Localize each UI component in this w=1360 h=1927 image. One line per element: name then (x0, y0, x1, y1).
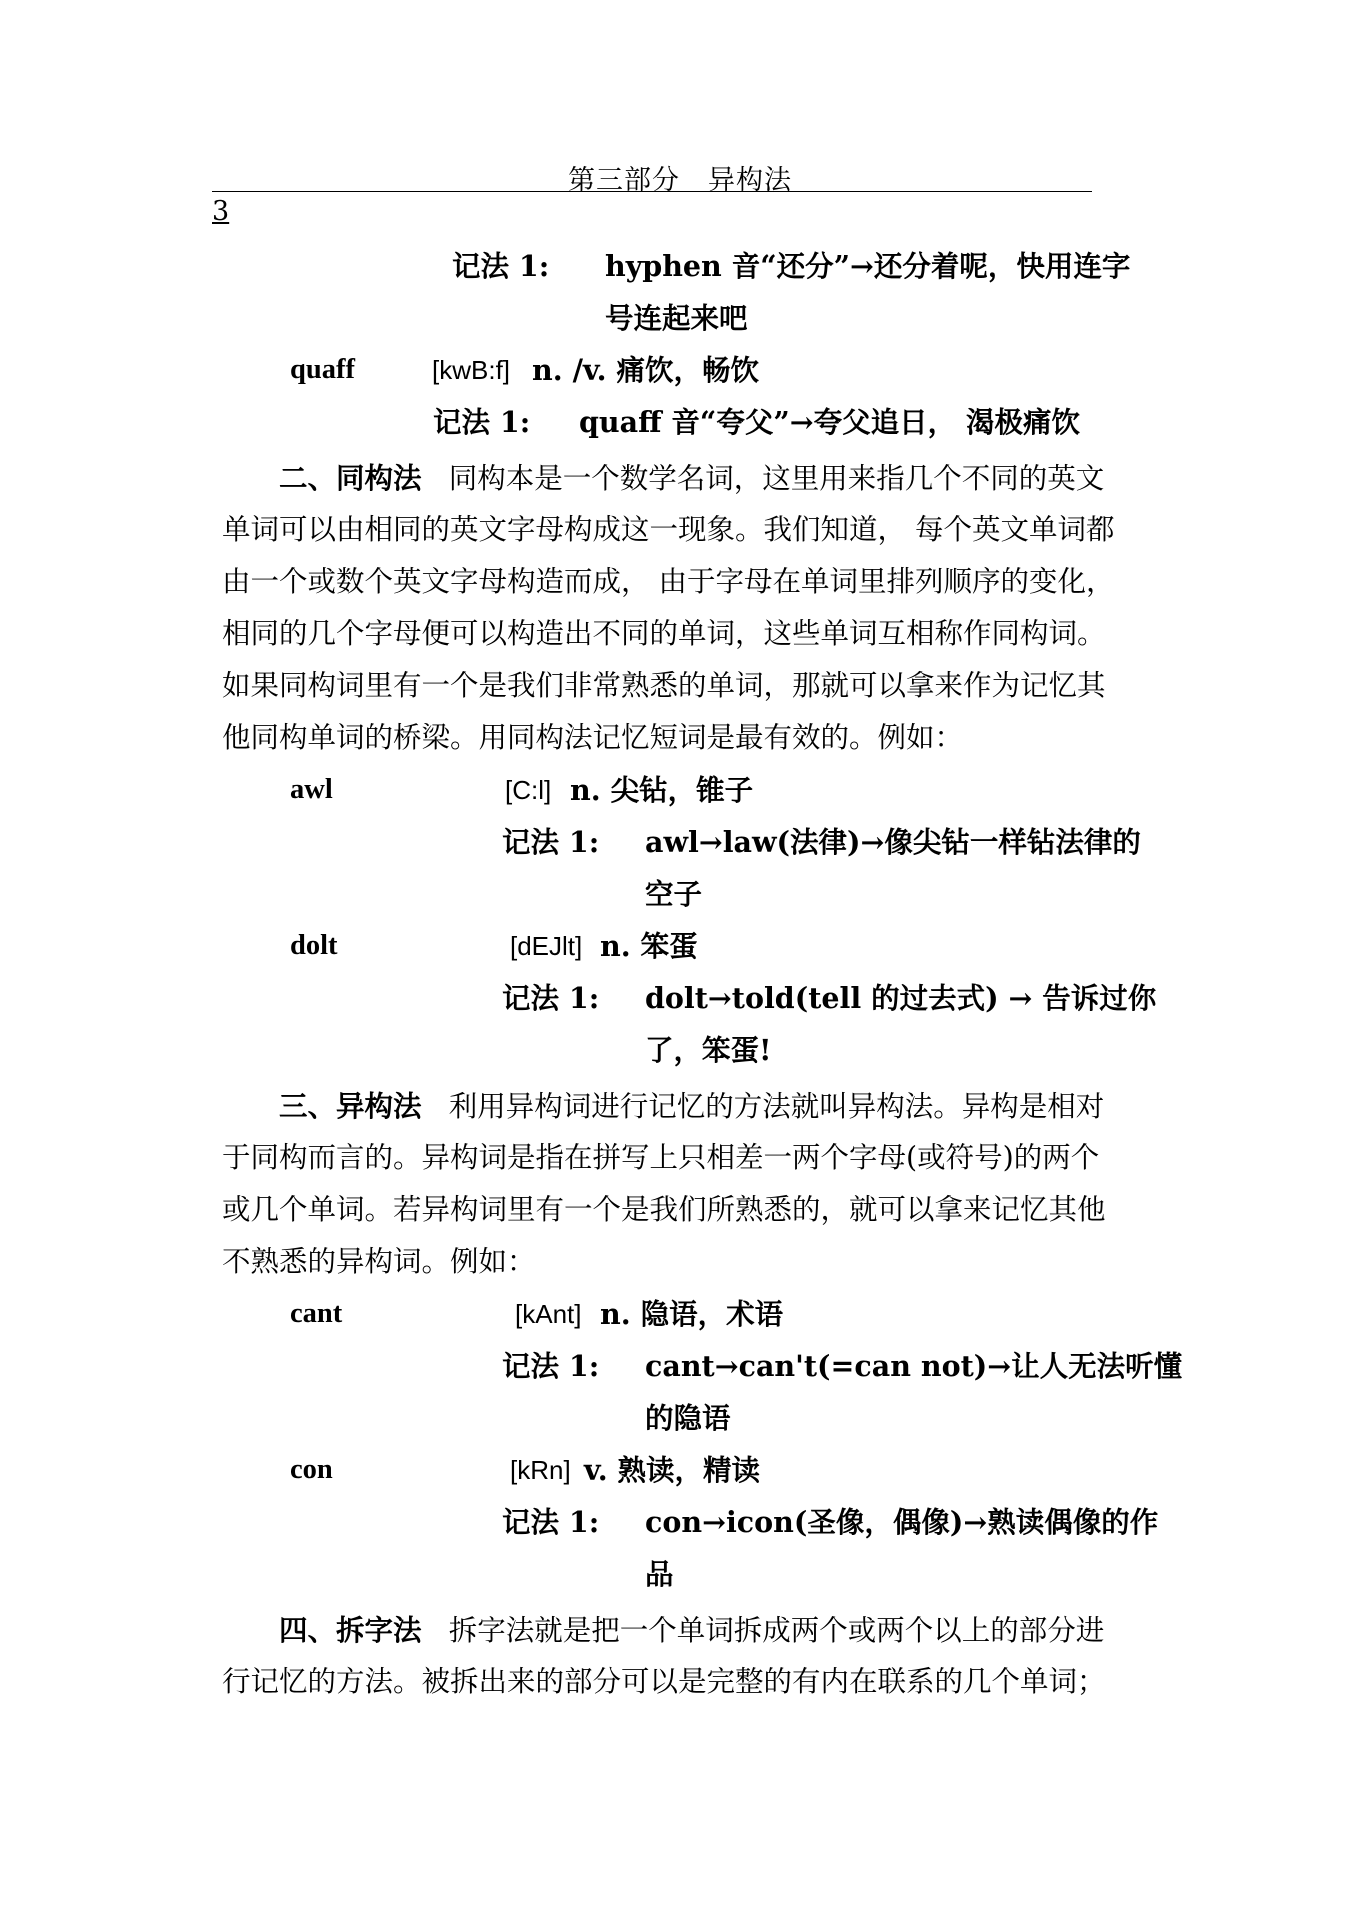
entry-meaning: n. 笨蛋 (600, 929, 698, 963)
paragraph-line: 或几个单词。若异构词里有一个是我们所熟悉的，就可以拿来记忆其他 (222, 1193, 1106, 1226)
header-rule (212, 191, 1092, 192)
entry-word: dolt (290, 930, 338, 961)
paragraph-line: 相同的几个字母便可以构造出不同的单词，这些单词互相称作同构词。 (222, 617, 1106, 650)
paragraph-line: 他同构单词的桥梁。用同构法记忆短词是最有效的。例如： (222, 721, 964, 754)
entry-meaning: n. 尖钻，锥子 (570, 773, 754, 807)
paragraph-line: 如果同构词里有一个是我们非常熟悉的单词，那就可以拿来作为记忆其 (222, 669, 1106, 702)
paragraph-line: 拆字法就是把一个单词拆成两个或两个以上的部分进 (448, 1614, 1105, 1647)
paragraph-line: 行记忆的方法。被拆出来的部分可以是完整的有内在联系的几个单词； (222, 1665, 1106, 1698)
entry-note-line2: 空子 (645, 877, 703, 911)
section-4-paragraph (222, 1604, 1154, 1657)
hyphen-note-line1: hyphen 音“还分”→还分着呢，快用连字 (605, 249, 1131, 283)
entry-phonetic: [kAnt] (515, 1299, 582, 1329)
section-3-heading: 三、异构法 (279, 1089, 422, 1123)
paragraph-line: 不熟悉的异构词。例如： (222, 1245, 536, 1278)
entry-note-line1: con→icon(圣像，偶像)→熟读偶像的作 (645, 1505, 1159, 1539)
entry-meaning: n. /v. 痛饮，畅饮 (532, 353, 760, 387)
entry-word: quaff (290, 354, 355, 385)
entry-note-line1: cant→can't(=can not)→让人无法听懂 (645, 1349, 1183, 1383)
section-2-heading: 二、同构法 (279, 461, 422, 495)
page-number: 3 (212, 196, 230, 227)
entry-meaning: v. 熟读，精读 (584, 1453, 761, 1487)
entry-note-label: 记法 1: (502, 981, 600, 1015)
entry-note-line2: 的隐语 (645, 1401, 731, 1435)
entry-note-label: 记法 1: (502, 1505, 600, 1539)
entry-note-label: 记法 1: (433, 405, 531, 439)
entry-note: quaff 音“夸父”→夸父追日， 渴极痛饮 (579, 405, 1081, 439)
paragraph-line: 由一个或数个英文字母构造而成， 由于字母在单词里排列顺序的变化， (222, 565, 1115, 598)
paragraph-line: 利用异构词进行记忆的方法就叫异构法。异构是相对 (448, 1090, 1105, 1123)
paragraph-line: 于同构而言的。异构词是指在拼写上只相差一两个字母(或符号)的两个 (222, 1141, 1100, 1174)
entry-note-label: 记法 1: (502, 825, 600, 859)
paragraph-line: 同构本是一个数学名词，这里用来指几个不同的英文 (448, 462, 1105, 495)
paragraph-line: 单词可以由相同的英文字母构成这一现象。我们知道， 每个英文单词都 (222, 513, 1115, 546)
entry-note-line1: awl→law(法律)→像尖钻一样钻法律的 (645, 825, 1141, 859)
section-3-paragraph (222, 1080, 1154, 1133)
entry-word: cant (290, 1298, 343, 1329)
page-header-title: 第三部分 异构法 (568, 165, 792, 196)
entry-phonetic: [kRn] (510, 1455, 571, 1485)
hyphen-note-label: 记法 1: (452, 249, 550, 283)
entry-phonetic: [kwB:f] (432, 355, 511, 385)
entry-note-label: 记法 1: (502, 1349, 600, 1383)
entry-phonetic: [dEJlt] (510, 931, 583, 961)
section-2-paragraph (222, 452, 1154, 505)
entry-phonetic: [C:l] (505, 775, 552, 805)
entry-word: con (290, 1454, 333, 1485)
section-4-heading: 四、拆字法 (279, 1613, 422, 1647)
entry-note-line2: 品 (645, 1557, 674, 1591)
entry-note-line1: dolt→told(tell 的过去式) → 告诉过你 (645, 981, 1157, 1015)
hyphen-note-line2: 号连起来吧 (605, 301, 748, 335)
entry-meaning: n. 隐语，术语 (600, 1297, 784, 1331)
entry-note-line2: 了，笨蛋! (645, 1033, 772, 1067)
entry-word: awl (290, 774, 333, 805)
